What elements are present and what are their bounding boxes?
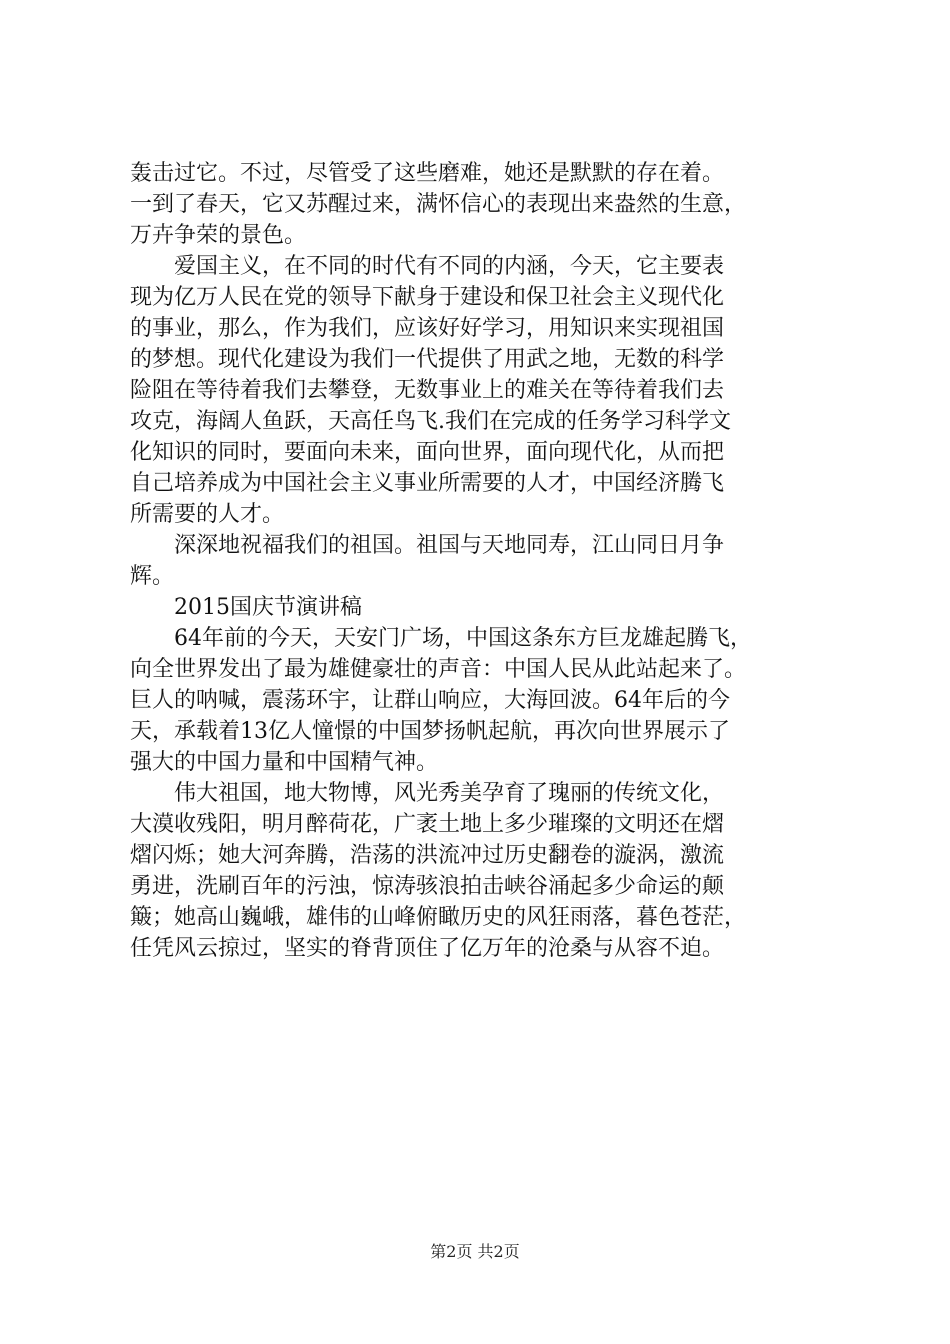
text-line: 万卉争荣的景色。	[130, 223, 307, 248]
page-number-label: 第2页 共2页	[430, 1242, 520, 1261]
text-line: 的梦想。现代化建设为我们一代提供了用武之地，无数的科学	[130, 347, 725, 372]
text-line: 勇进，洗刷百年的污浊，惊涛骇浪拍击峡谷涌起多少命运的颠	[130, 874, 725, 899]
document-body	[130, 158, 842, 964]
text-line: 化知识的同时，要面向未来，面向世界，面向现代化，从而把	[130, 440, 725, 465]
text-line: 簸；她高山巍峨，雄伟的山峰俯瞰历史的风狂雨落，暮色苍茫，	[130, 905, 747, 930]
text-line: 任凭风云掠过，坚实的脊背顶住了亿万年的沧桑与从容不迫。	[130, 936, 725, 961]
text-line: 伟大祖国，地大物博，风光秀美孕育了瑰丽的传统文化，	[130, 781, 725, 806]
text-line: 强大的中国力量和中国精气神。	[130, 750, 439, 775]
text-line: 一到了春天，它又苏醒过来，满怀信心的表现出来盎然的生意，	[130, 192, 747, 217]
text-line: 向全世界发出了最为雄健豪壮的声音：中国人民从此站起来了。	[130, 657, 747, 682]
text-line: 巨人的呐喊，震荡环宇，让群山响应，大海回波。64年后的今	[130, 688, 730, 713]
text-line: 深深地祝福我们的祖国。祖国与天地同寿，江山同日月争	[130, 533, 725, 558]
text-line: 天，承载着13亿人憧憬的中国梦扬帆起航，再次向世界展示了	[130, 719, 730, 744]
text-line: 的事业，那么，作为我们，应该好好学习，用知识来实现祖国	[130, 316, 725, 341]
text-line: 辉。	[130, 564, 175, 589]
text-line: 攻克，海阔人鱼跃，天高任鸟飞.我们在完成的任务学习科学文	[130, 409, 731, 434]
section-heading: 2015国庆节演讲稿	[130, 595, 362, 620]
text-line: 爱国主义，在不同的时代有不同的内涵，今天，它主要表	[130, 254, 725, 279]
text-line: 轰击过它。不过，尽管受了这些磨难，她还是默默的存在着。	[130, 161, 725, 186]
text-line: 64年前的今天，天安门广场，中国这条东方巨龙雄起腾飞，	[130, 626, 752, 651]
text-line: 大漠收残阳，明月醉荷花，广袤土地上多少璀璨的文明还在熠	[130, 812, 725, 837]
text-line: 现为亿万人民在党的领导下献身于建设和保卫社会主义现代化	[130, 285, 725, 310]
text-line: 熠闪烁；她大河奔腾，浩荡的洪流冲过历史翻卷的漩涡，激流	[130, 843, 725, 868]
text-line: 自己培养成为中国社会主义事业所需要的人才，中国经济腾飞	[130, 471, 725, 496]
text-line: 所需要的人才。	[130, 502, 285, 527]
page-footer	[0, 1242, 950, 1262]
text-line: 险阻在等待着我们去攀登，无数事业上的难关在等待着我们去	[130, 378, 725, 403]
